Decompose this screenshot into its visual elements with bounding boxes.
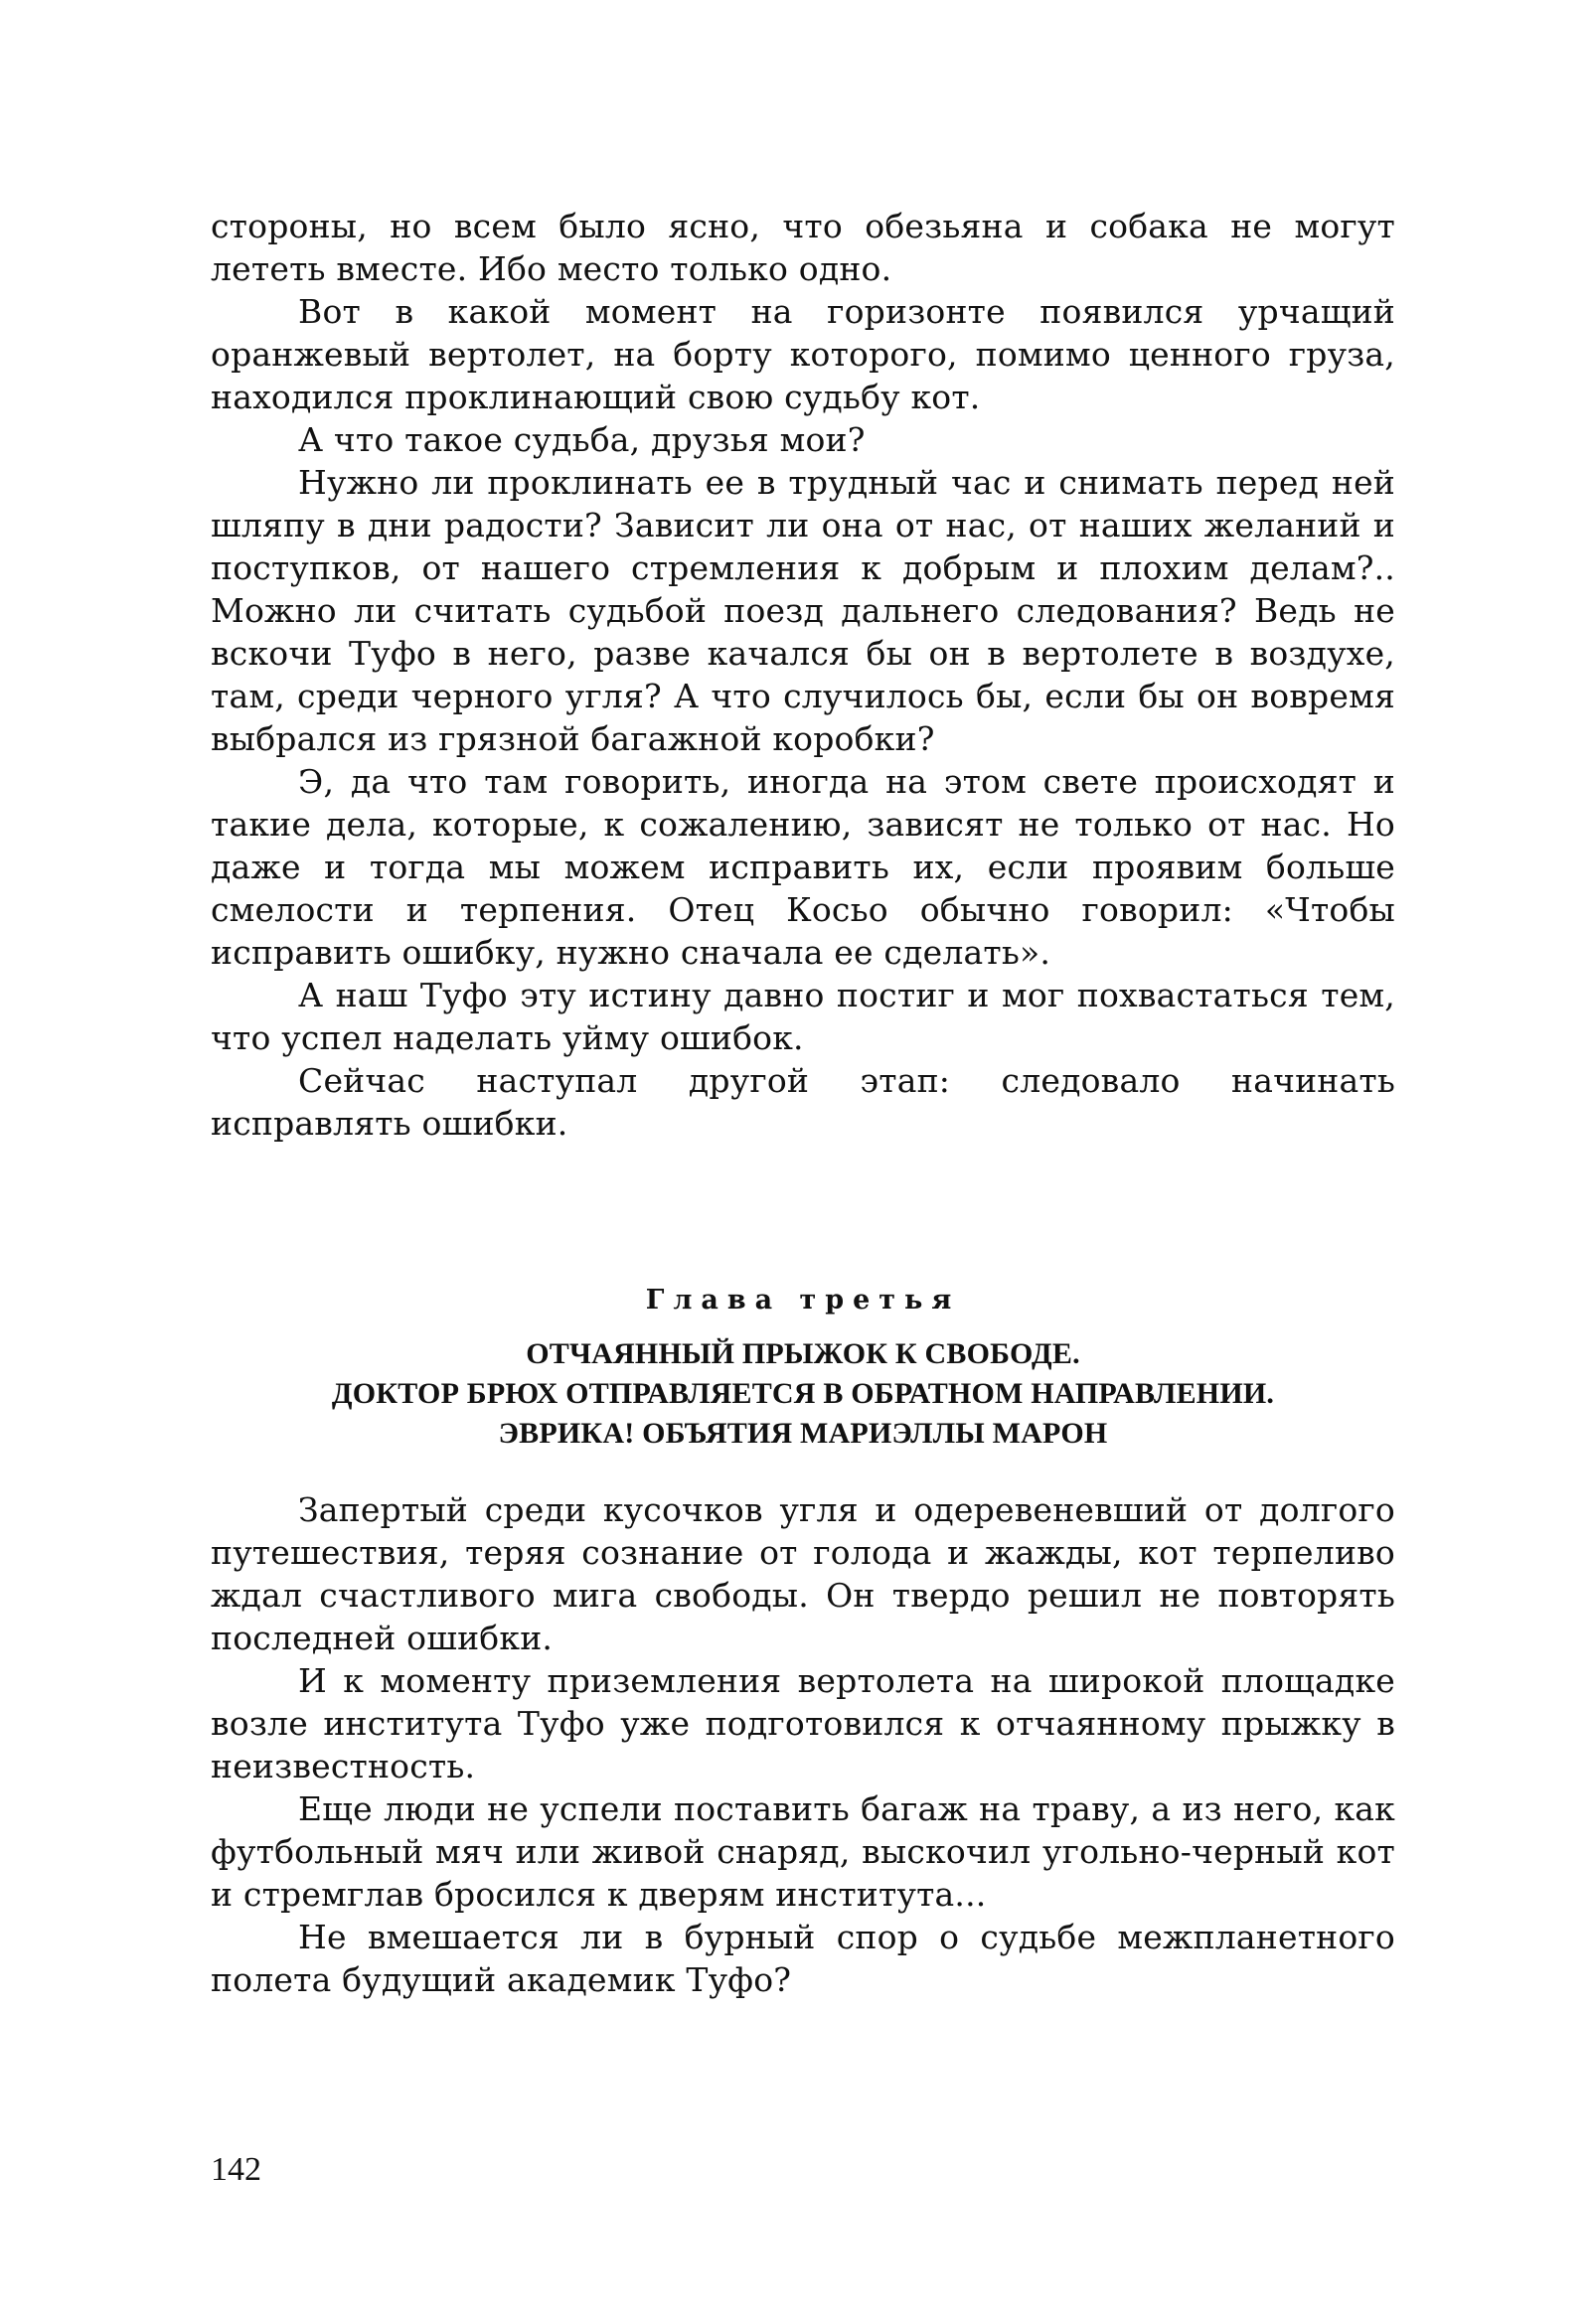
page-number: 142 xyxy=(211,2151,261,2188)
text-block-top xyxy=(211,205,1395,1145)
paragraph: Еще люди не успели поставить багаж на траву, а из него, как футбольный мяч или живой снаряд, выскочил угольно-черный кот и стремглав бросился к дверям института... xyxy=(211,1789,1395,1914)
chapter-title-line: ЭВРИКА! ОБЪЯТИЯ МАРИЭЛЛЫ МАРОН xyxy=(498,1417,1108,1450)
paragraph: Вот в какой момент на горизонте появился урчащий оранжевый вертолет, на борту которого, помимо ценного груза, находился проклинающий свою судьбу кот. xyxy=(211,292,1395,416)
paragraph: И к моменту приземления вертолета на широкой площадке возле института Туфо уже подготовился к отчаянному прыжку в неизвестность. xyxy=(211,1661,1395,1785)
paragraph: Не вмешается ли в бурный спор о судьбе межпланетного полета будущий академик Туфо? xyxy=(211,1918,1395,1999)
paragraph: Сейчас наступал другой этап: следовало начинать исправлять ошибки. xyxy=(211,1061,1395,1143)
chapter-title xyxy=(199,1334,1407,1454)
paragraph: Нужно ли проклинать ее в трудный час и снимать перед ней шляпу в дни радости? Зависит ли она от нас, от наших желаний и поступков, от нашего стремления к добрым и плохим делам?.. Можно ли считать судьбой поезд дальнего следования? Ведь не вскочи Туфо в него, разве качался бы он в вертолете в воздухе, там, среди черного угля? А что случилось бы, если бы он вовремя выбрался из грязной багажной коробки? xyxy=(211,463,1395,758)
paragraph: А наш Туфо эту истину давно постиг и мог похвастаться тем, что успел наделать уйму ошибок. xyxy=(211,976,1395,1057)
paragraph-continuation: стороны, но всем было ясно, что обезьяна и собака не могут лететь вместе. Ибо место только одно. xyxy=(211,207,1395,288)
paragraph: Э, да что там говорить, иногда на этом свете происходят и такие дела, которые, к сожалению, зависят не только от нас. Но даже и тогда мы можем исправить их, если проявим больше смелости и терпения. Отец Косьо обычно говорил: «Чтобы исправить ошибку, нужно сначала ее сделать». xyxy=(211,762,1395,972)
paragraph: Запертый среди кусочков угля и одеревеневший от долгого путешествия, теряя сознание от голода и жажды, кот терпеливо ждал счастливого мига свободы. Он твердо решил не повторять последней ошибки. xyxy=(211,1490,1395,1657)
paragraph: А что такое судьба, друзья мои? xyxy=(298,420,866,459)
chapter-label: Глава третья xyxy=(645,1285,961,1316)
chapter-title-line: ДОКТОР БРЮХ ОТПРАВЛЯЕТСЯ В ОБРАТНОМ НАПРАВЛЕНИИ. xyxy=(331,1377,1275,1410)
text-block-bottom xyxy=(211,1488,1395,2001)
chapter-title-line: ОТЧАЯННЫЙ ПРЫЖОК К СВОБОДЕ. xyxy=(526,1337,1080,1370)
